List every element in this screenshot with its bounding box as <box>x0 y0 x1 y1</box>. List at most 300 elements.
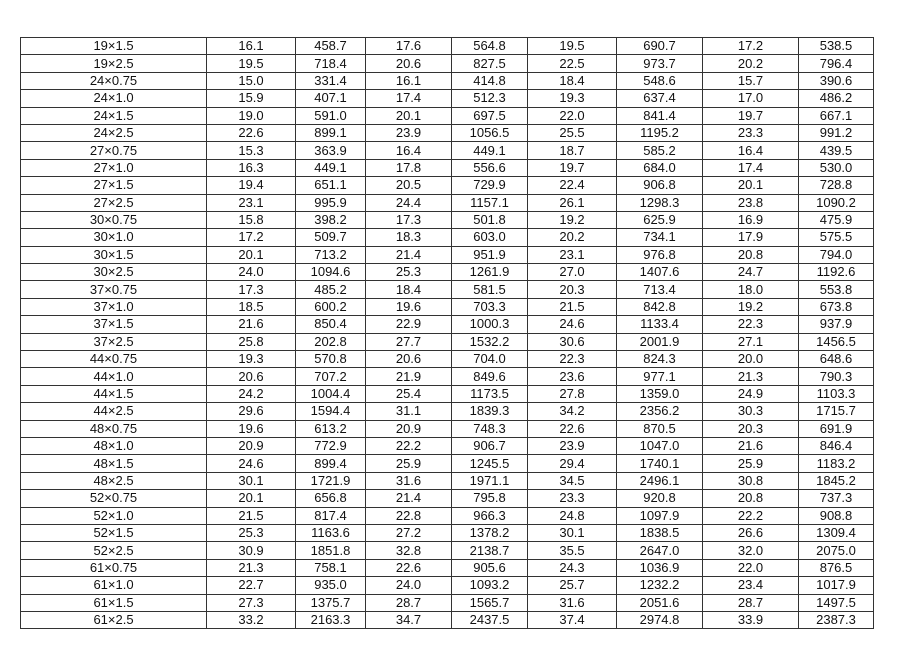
value-cell: 1036.9 <box>617 559 703 576</box>
value-cell: 24.4 <box>366 194 452 211</box>
value-cell: 22.6 <box>528 420 617 437</box>
spec-cell: 44×1.0 <box>21 368 207 385</box>
value-cell: 1715.7 <box>799 403 874 420</box>
value-cell: 1261.9 <box>452 264 528 281</box>
value-cell: 18.3 <box>366 229 452 246</box>
value-cell: 21.5 <box>528 298 617 315</box>
value-cell: 553.8 <box>799 281 874 298</box>
value-cell: 20.5 <box>366 177 452 194</box>
value-cell: 363.9 <box>296 142 366 159</box>
table-row <box>21 142 874 159</box>
value-cell: 794.0 <box>799 246 874 263</box>
value-cell: 25.8 <box>207 333 296 350</box>
value-cell: 21.6 <box>207 316 296 333</box>
value-cell: 15.9 <box>207 90 296 107</box>
spec-cell: 48×0.75 <box>21 420 207 437</box>
value-cell: 673.8 <box>799 298 874 315</box>
value-cell: 758.1 <box>296 559 366 576</box>
spec-cell: 24×0.75 <box>21 72 207 89</box>
value-cell: 1407.6 <box>617 264 703 281</box>
value-cell: 613.2 <box>296 420 366 437</box>
value-cell: 512.3 <box>452 90 528 107</box>
value-cell: 15.0 <box>207 72 296 89</box>
value-cell: 31.6 <box>366 472 452 489</box>
value-cell: 19.3 <box>207 351 296 368</box>
value-cell: 18.4 <box>366 281 452 298</box>
table-row <box>21 229 874 246</box>
value-cell: 2051.6 <box>617 594 703 611</box>
value-cell: 22.3 <box>703 316 799 333</box>
value-cell: 1740.1 <box>617 455 703 472</box>
value-cell: 1375.7 <box>296 594 366 611</box>
value-cell: 728.8 <box>799 177 874 194</box>
value-cell: 995.9 <box>296 194 366 211</box>
value-cell: 27.2 <box>366 524 452 541</box>
value-cell: 439.5 <box>799 142 874 159</box>
value-cell: 17.2 <box>703 38 799 55</box>
value-cell: 30.1 <box>207 472 296 489</box>
table-row <box>21 611 874 628</box>
value-cell: 625.9 <box>617 211 703 228</box>
value-cell: 1971.1 <box>452 472 528 489</box>
spec-cell: 27×1.5 <box>21 177 207 194</box>
spec-cell: 30×1.5 <box>21 246 207 263</box>
value-cell: 570.8 <box>296 351 366 368</box>
value-cell: 17.6 <box>366 38 452 55</box>
value-cell: 35.5 <box>528 542 617 559</box>
table-row <box>21 403 874 420</box>
value-cell: 37.4 <box>528 611 617 628</box>
value-cell: 2163.3 <box>296 611 366 628</box>
value-cell: 22.4 <box>528 177 617 194</box>
spec-cell: 52×2.5 <box>21 542 207 559</box>
value-cell: 22.6 <box>207 124 296 141</box>
spec-cell: 48×2.5 <box>21 472 207 489</box>
value-cell: 34.2 <box>528 403 617 420</box>
value-cell: 22.7 <box>207 577 296 594</box>
value-cell: 27.8 <box>528 385 617 402</box>
value-cell: 25.5 <box>528 124 617 141</box>
spec-table <box>20 37 874 629</box>
spec-cell: 27×2.5 <box>21 194 207 211</box>
table-row <box>21 298 874 315</box>
spec-cell: 61×2.5 <box>21 611 207 628</box>
table-row <box>21 437 874 454</box>
table-row <box>21 594 874 611</box>
value-cell: 1594.4 <box>296 403 366 420</box>
value-cell: 564.8 <box>452 38 528 55</box>
table-row <box>21 159 874 176</box>
value-cell: 22.0 <box>528 107 617 124</box>
value-cell: 18.5 <box>207 298 296 315</box>
table-row <box>21 72 874 89</box>
value-cell: 16.4 <box>703 142 799 159</box>
spec-cell: 44×1.5 <box>21 385 207 402</box>
value-cell: 29.6 <box>207 403 296 420</box>
value-cell: 667.1 <box>799 107 874 124</box>
value-cell: 24.9 <box>703 385 799 402</box>
value-cell: 1298.3 <box>617 194 703 211</box>
value-cell: 1133.4 <box>617 316 703 333</box>
value-cell: 19.7 <box>528 159 617 176</box>
value-cell: 18.0 <box>703 281 799 298</box>
value-cell: 25.9 <box>366 455 452 472</box>
spec-cell: 30×1.0 <box>21 229 207 246</box>
value-cell: 937.9 <box>799 316 874 333</box>
table-row <box>21 524 874 541</box>
value-cell: 23.9 <box>366 124 452 141</box>
table-row <box>21 420 874 437</box>
value-cell: 21.9 <box>366 368 452 385</box>
value-cell: 33.2 <box>207 611 296 628</box>
value-cell: 29.4 <box>528 455 617 472</box>
value-cell: 17.3 <box>366 211 452 228</box>
value-cell: 20.3 <box>703 420 799 437</box>
value-cell: 20.6 <box>366 55 452 72</box>
value-cell: 841.4 <box>617 107 703 124</box>
table-row <box>21 177 874 194</box>
value-cell: 23.1 <box>528 246 617 263</box>
value-cell: 30.6 <box>528 333 617 350</box>
value-cell: 850.4 <box>296 316 366 333</box>
value-cell: 31.1 <box>366 403 452 420</box>
value-cell: 20.8 <box>703 490 799 507</box>
value-cell: 600.2 <box>296 298 366 315</box>
spec-cell: 27×1.0 <box>21 159 207 176</box>
value-cell: 713.2 <box>296 246 366 263</box>
value-cell: 28.7 <box>366 594 452 611</box>
value-cell: 729.9 <box>452 177 528 194</box>
value-cell: 20.2 <box>703 55 799 72</box>
value-cell: 748.3 <box>452 420 528 437</box>
value-cell: 575.5 <box>799 229 874 246</box>
value-cell: 407.1 <box>296 90 366 107</box>
table-row <box>21 507 874 524</box>
value-cell: 1721.9 <box>296 472 366 489</box>
value-cell: 15.8 <box>207 211 296 228</box>
value-cell: 21.3 <box>703 368 799 385</box>
value-cell: 24.3 <box>528 559 617 576</box>
table-row <box>21 194 874 211</box>
value-cell: 1195.2 <box>617 124 703 141</box>
value-cell: 25.3 <box>366 264 452 281</box>
value-cell: 1097.9 <box>617 507 703 524</box>
value-cell: 1103.3 <box>799 385 874 402</box>
value-cell: 951.9 <box>452 246 528 263</box>
value-cell: 17.3 <box>207 281 296 298</box>
value-cell: 849.6 <box>452 368 528 385</box>
value-cell: 1838.5 <box>617 524 703 541</box>
table-row <box>21 368 874 385</box>
value-cell: 2001.9 <box>617 333 703 350</box>
value-cell: 1192.6 <box>799 264 874 281</box>
spec-cell: 37×1.0 <box>21 298 207 315</box>
value-cell: 2647.0 <box>617 542 703 559</box>
value-cell: 585.2 <box>617 142 703 159</box>
value-cell: 603.0 <box>452 229 528 246</box>
value-cell: 331.4 <box>296 72 366 89</box>
spec-cell: 61×1.5 <box>21 594 207 611</box>
value-cell: 2974.8 <box>617 611 703 628</box>
value-cell: 27.3 <box>207 594 296 611</box>
value-cell: 16.3 <box>207 159 296 176</box>
value-cell: 20.0 <box>703 351 799 368</box>
table-row <box>21 38 874 55</box>
value-cell: 2496.1 <box>617 472 703 489</box>
value-cell: 17.4 <box>703 159 799 176</box>
value-cell: 26.1 <box>528 194 617 211</box>
value-cell: 23.8 <box>703 194 799 211</box>
spec-cell: 19×2.5 <box>21 55 207 72</box>
value-cell: 414.8 <box>452 72 528 89</box>
value-cell: 703.3 <box>452 298 528 315</box>
value-cell: 19.2 <box>703 298 799 315</box>
spec-cell: 52×0.75 <box>21 490 207 507</box>
value-cell: 20.1 <box>366 107 452 124</box>
value-cell: 1047.0 <box>617 437 703 454</box>
value-cell: 1157.1 <box>452 194 528 211</box>
value-cell: 556.6 <box>452 159 528 176</box>
value-cell: 16.4 <box>366 142 452 159</box>
value-cell: 1359.0 <box>617 385 703 402</box>
value-cell: 20.6 <box>366 351 452 368</box>
value-cell: 25.4 <box>366 385 452 402</box>
value-cell: 21.6 <box>703 437 799 454</box>
table-row <box>21 333 874 350</box>
value-cell: 24.7 <box>703 264 799 281</box>
value-cell: 1000.3 <box>452 316 528 333</box>
value-cell: 23.6 <box>528 368 617 385</box>
table-body <box>21 38 874 629</box>
value-cell: 17.9 <box>703 229 799 246</box>
value-cell: 977.1 <box>617 368 703 385</box>
value-cell: 30.8 <box>703 472 799 489</box>
value-cell: 718.4 <box>296 55 366 72</box>
value-cell: 24.6 <box>528 316 617 333</box>
value-cell: 1378.2 <box>452 524 528 541</box>
value-cell: 22.8 <box>366 507 452 524</box>
value-cell: 648.6 <box>799 351 874 368</box>
value-cell: 475.9 <box>799 211 874 228</box>
value-cell: 824.3 <box>617 351 703 368</box>
value-cell: 1532.2 <box>452 333 528 350</box>
spec-cell: 61×0.75 <box>21 559 207 576</box>
value-cell: 458.7 <box>296 38 366 55</box>
value-cell: 23.3 <box>703 124 799 141</box>
value-cell: 1456.5 <box>799 333 874 350</box>
value-cell: 827.5 <box>452 55 528 72</box>
value-cell: 16.1 <box>366 72 452 89</box>
value-cell: 796.4 <box>799 55 874 72</box>
value-cell: 21.3 <box>207 559 296 576</box>
value-cell: 1839.3 <box>452 403 528 420</box>
spec-cell: 37×2.5 <box>21 333 207 350</box>
value-cell: 18.4 <box>528 72 617 89</box>
value-cell: 19.5 <box>528 38 617 55</box>
value-cell: 20.9 <box>366 420 452 437</box>
value-cell: 24.2 <box>207 385 296 402</box>
value-cell: 25.3 <box>207 524 296 541</box>
value-cell: 1017.9 <box>799 577 874 594</box>
value-cell: 19.7 <box>703 107 799 124</box>
table-row <box>21 559 874 576</box>
spec-cell: 24×1.0 <box>21 90 207 107</box>
value-cell: 19.3 <box>528 90 617 107</box>
spec-cell: 19×1.5 <box>21 38 207 55</box>
value-cell: 713.4 <box>617 281 703 298</box>
value-cell: 17.2 <box>207 229 296 246</box>
value-cell: 30.3 <box>703 403 799 420</box>
value-cell: 2075.0 <box>799 542 874 559</box>
value-cell: 22.6 <box>366 559 452 576</box>
value-cell: 16.1 <box>207 38 296 55</box>
value-cell: 976.8 <box>617 246 703 263</box>
value-cell: 485.2 <box>296 281 366 298</box>
value-cell: 24.6 <box>207 455 296 472</box>
value-cell: 737.3 <box>799 490 874 507</box>
table-row <box>21 90 874 107</box>
value-cell: 22.5 <box>528 55 617 72</box>
value-cell: 1093.2 <box>452 577 528 594</box>
value-cell: 390.6 <box>799 72 874 89</box>
spec-cell: 30×0.75 <box>21 211 207 228</box>
table-row <box>21 124 874 141</box>
value-cell: 25.9 <box>703 455 799 472</box>
value-cell: 1173.5 <box>452 385 528 402</box>
value-cell: 24.0 <box>366 577 452 594</box>
table-row <box>21 455 874 472</box>
spec-cell: 24×2.5 <box>21 124 207 141</box>
table-row <box>21 264 874 281</box>
value-cell: 1183.2 <box>799 455 874 472</box>
spec-cell: 48×1.0 <box>21 437 207 454</box>
value-cell: 16.9 <box>703 211 799 228</box>
value-cell: 20.1 <box>207 490 296 507</box>
value-cell: 704.0 <box>452 351 528 368</box>
value-cell: 22.9 <box>366 316 452 333</box>
value-cell: 1163.6 <box>296 524 366 541</box>
table-row <box>21 490 874 507</box>
value-cell: 772.9 <box>296 437 366 454</box>
value-cell: 908.8 <box>799 507 874 524</box>
value-cell: 973.7 <box>617 55 703 72</box>
value-cell: 19.0 <box>207 107 296 124</box>
value-cell: 1232.2 <box>617 577 703 594</box>
value-cell: 1245.5 <box>452 455 528 472</box>
value-cell: 17.0 <box>703 90 799 107</box>
table-row <box>21 385 874 402</box>
value-cell: 795.8 <box>452 490 528 507</box>
value-cell: 15.7 <box>703 72 799 89</box>
value-cell: 591.0 <box>296 107 366 124</box>
table-row <box>21 55 874 72</box>
value-cell: 530.0 <box>799 159 874 176</box>
value-cell: 1845.2 <box>799 472 874 489</box>
value-cell: 26.6 <box>703 524 799 541</box>
value-cell: 509.7 <box>296 229 366 246</box>
value-cell: 23.9 <box>528 437 617 454</box>
value-cell: 21.4 <box>366 490 452 507</box>
value-cell: 15.3 <box>207 142 296 159</box>
spec-cell: 52×1.5 <box>21 524 207 541</box>
value-cell: 966.3 <box>452 507 528 524</box>
value-cell: 651.1 <box>296 177 366 194</box>
spec-cell: 37×0.75 <box>21 281 207 298</box>
value-cell: 1565.7 <box>452 594 528 611</box>
spec-cell: 30×2.5 <box>21 264 207 281</box>
value-cell: 19.5 <box>207 55 296 72</box>
value-cell: 905.6 <box>452 559 528 576</box>
value-cell: 22.2 <box>366 437 452 454</box>
table-row <box>21 211 874 228</box>
value-cell: 23.3 <box>528 490 617 507</box>
value-cell: 842.8 <box>617 298 703 315</box>
value-cell: 707.2 <box>296 368 366 385</box>
spec-cell: 24×1.5 <box>21 107 207 124</box>
table-row <box>21 542 874 559</box>
value-cell: 20.3 <box>528 281 617 298</box>
value-cell: 690.7 <box>617 38 703 55</box>
value-cell: 2138.7 <box>452 542 528 559</box>
value-cell: 906.7 <box>452 437 528 454</box>
spec-cell: 44×0.75 <box>21 351 207 368</box>
value-cell: 1090.2 <box>799 194 874 211</box>
value-cell: 899.4 <box>296 455 366 472</box>
value-cell: 899.1 <box>296 124 366 141</box>
value-cell: 22.0 <box>703 559 799 576</box>
value-cell: 18.7 <box>528 142 617 159</box>
value-cell: 20.6 <box>207 368 296 385</box>
table-row <box>21 316 874 333</box>
value-cell: 920.8 <box>617 490 703 507</box>
spec-cell: 61×1.0 <box>21 577 207 594</box>
table-row <box>21 577 874 594</box>
table-row <box>21 246 874 263</box>
value-cell: 21.5 <box>207 507 296 524</box>
value-cell: 17.8 <box>366 159 452 176</box>
spec-cell: 37×1.5 <box>21 316 207 333</box>
value-cell: 28.7 <box>703 594 799 611</box>
value-cell: 734.1 <box>617 229 703 246</box>
value-cell: 1851.8 <box>296 542 366 559</box>
value-cell: 20.8 <box>703 246 799 263</box>
value-cell: 870.5 <box>617 420 703 437</box>
value-cell: 1004.4 <box>296 385 366 402</box>
value-cell: 20.1 <box>207 246 296 263</box>
spec-cell: 27×0.75 <box>21 142 207 159</box>
value-cell: 27.1 <box>703 333 799 350</box>
value-cell: 1056.5 <box>452 124 528 141</box>
value-cell: 23.4 <box>703 577 799 594</box>
value-cell: 27.7 <box>366 333 452 350</box>
value-cell: 501.8 <box>452 211 528 228</box>
value-cell: 19.6 <box>366 298 452 315</box>
value-cell: 27.0 <box>528 264 617 281</box>
value-cell: 34.7 <box>366 611 452 628</box>
value-cell: 1094.6 <box>296 264 366 281</box>
value-cell: 21.4 <box>366 246 452 263</box>
table-row <box>21 472 874 489</box>
value-cell: 19.4 <box>207 177 296 194</box>
value-cell: 656.8 <box>296 490 366 507</box>
value-cell: 30.1 <box>528 524 617 541</box>
value-cell: 20.2 <box>528 229 617 246</box>
spec-cell: 52×1.0 <box>21 507 207 524</box>
value-cell: 449.1 <box>296 159 366 176</box>
value-cell: 22.3 <box>528 351 617 368</box>
value-cell: 1309.4 <box>799 524 874 541</box>
value-cell: 991.2 <box>799 124 874 141</box>
